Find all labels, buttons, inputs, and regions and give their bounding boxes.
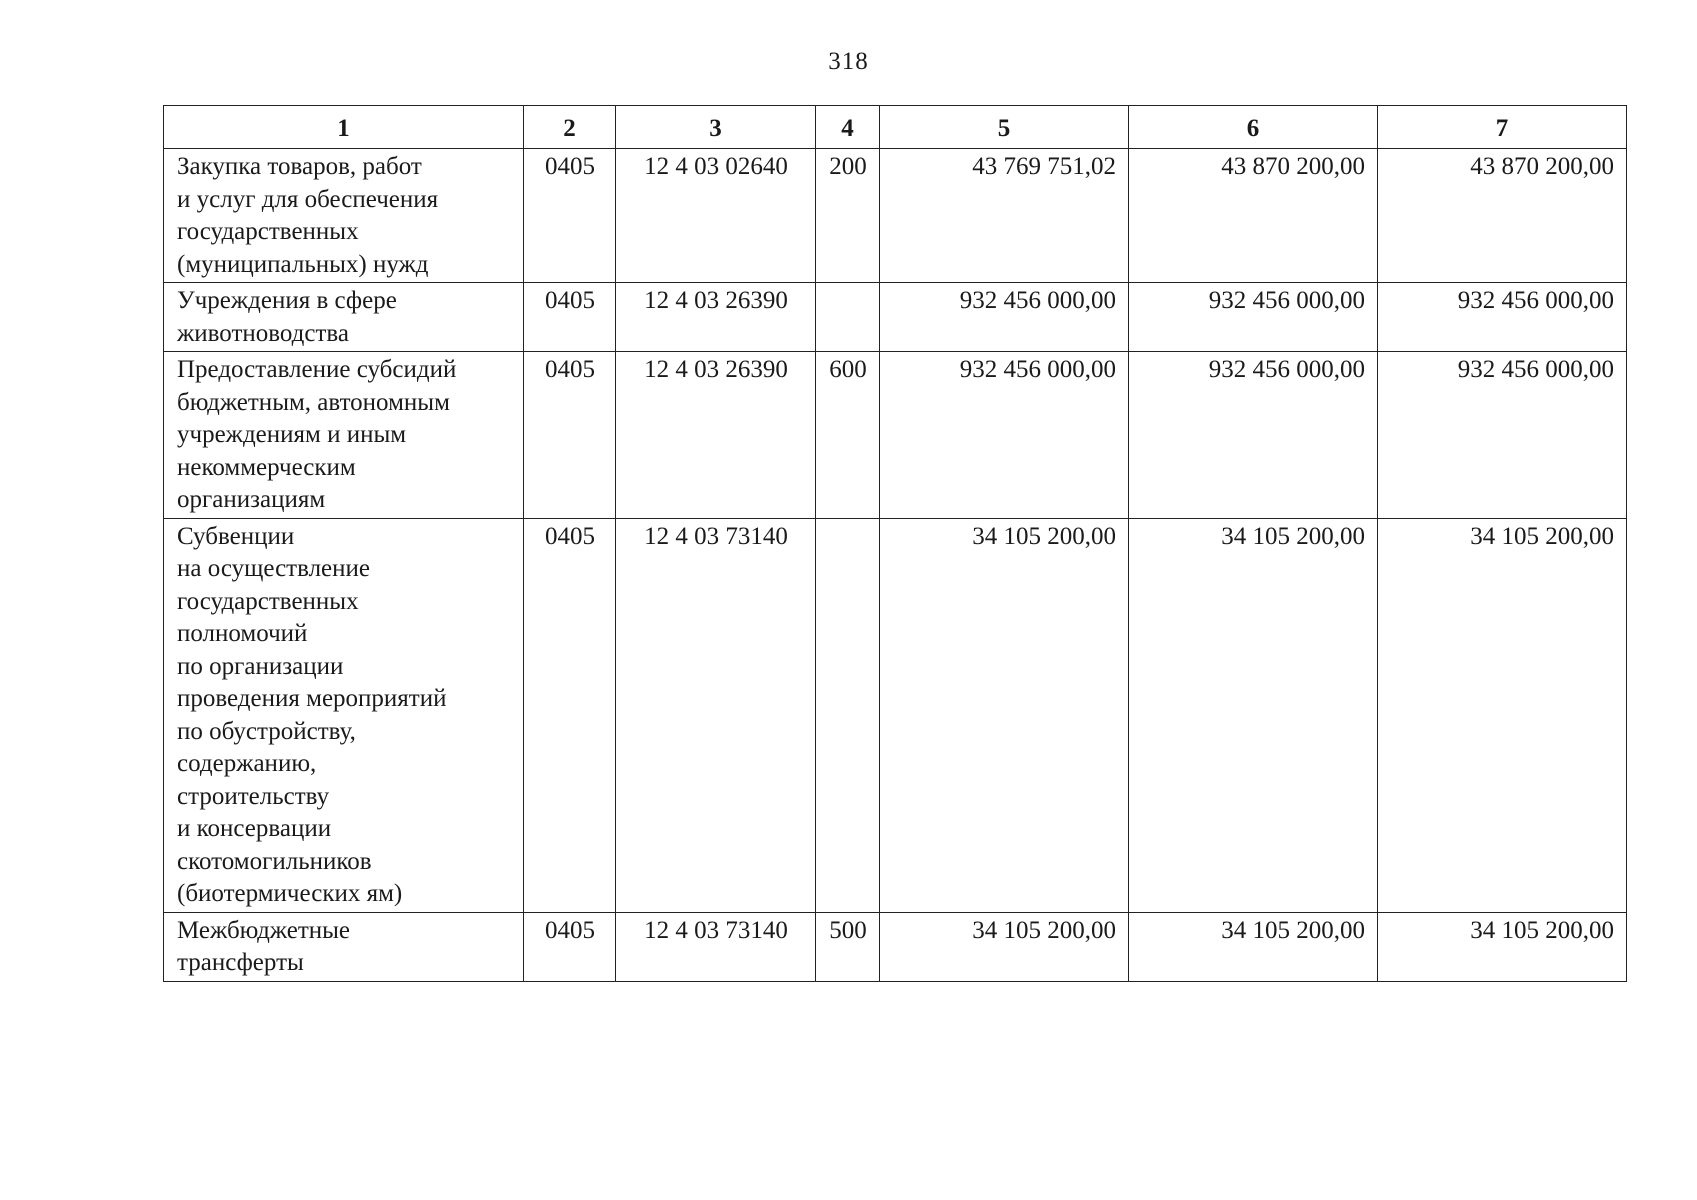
section-code-cell: 0405: [524, 352, 616, 519]
section-code-cell: 0405: [524, 149, 616, 283]
section-code-cell: 0405: [524, 518, 616, 912]
column-header: 6: [1129, 106, 1378, 149]
column-header: 2: [524, 106, 616, 149]
amount-cell: 932 456 000,00: [1378, 283, 1627, 352]
amount-cell: 34 105 200,00: [880, 518, 1129, 912]
table-row: [164, 352, 1627, 519]
column-header: 4: [816, 106, 880, 149]
amount-cell: 34 105 200,00: [880, 912, 1129, 981]
column-header: 1: [164, 106, 524, 149]
row-name-cell: Учреждения в сфере животноводства: [164, 283, 524, 352]
amount-cell: 43 769 751,02: [880, 149, 1129, 283]
row-name-cell: Межбюджетные трансферты: [164, 912, 524, 981]
column-header: 3: [616, 106, 816, 149]
table-row: [164, 912, 1627, 981]
target-code-cell: 12 4 03 26390: [616, 352, 816, 519]
amount-cell: 932 456 000,00: [880, 283, 1129, 352]
expense-type-cell: [816, 518, 880, 912]
row-name-cell: Субвенции на осуществление государственных полномочий по организации проведения мероприятий по обустройству, содержанию, строительству и консервации скотомогильников (биотермических ям): [164, 518, 524, 912]
table-row: [164, 149, 1627, 283]
expense-type-cell: 200: [816, 149, 880, 283]
section-code-cell: 0405: [524, 283, 616, 352]
amount-cell: 932 456 000,00: [880, 352, 1129, 519]
table-header-row: [164, 106, 1627, 149]
target-code-cell: 12 4 03 26390: [616, 283, 816, 352]
amount-cell: 932 456 000,00: [1129, 283, 1378, 352]
target-code-cell: 12 4 03 02640: [616, 149, 816, 283]
expense-type-cell: [816, 283, 880, 352]
column-header: 5: [880, 106, 1129, 149]
section-code-cell: 0405: [524, 912, 616, 981]
amount-cell: 34 105 200,00: [1378, 518, 1627, 912]
table-row: [164, 518, 1627, 912]
amount-cell: 34 105 200,00: [1129, 518, 1378, 912]
amount-cell: 43 870 200,00: [1129, 149, 1378, 283]
row-name-cell: Предоставление субсидий бюджетным, автономным учреждениям и иным некоммерческим организациям: [164, 352, 524, 519]
amount-cell: 34 105 200,00: [1129, 912, 1378, 981]
target-code-cell: 12 4 03 73140: [616, 912, 816, 981]
row-name-cell: Закупка товаров, работ и услуг для обеспечения государственных (муниципальных) нужд: [164, 149, 524, 283]
budget-table: [163, 105, 1627, 982]
column-header: 7: [1378, 106, 1627, 149]
expense-type-cell: 500: [816, 912, 880, 981]
amount-cell: 34 105 200,00: [1378, 912, 1627, 981]
amount-cell: 43 870 200,00: [1378, 149, 1627, 283]
table-row: [164, 283, 1627, 352]
amount-cell: 932 456 000,00: [1129, 352, 1378, 519]
expense-type-cell: 600: [816, 352, 880, 519]
amount-cell: 932 456 000,00: [1378, 352, 1627, 519]
target-code-cell: 12 4 03 73140: [616, 518, 816, 912]
page-number: 318: [828, 48, 869, 75]
